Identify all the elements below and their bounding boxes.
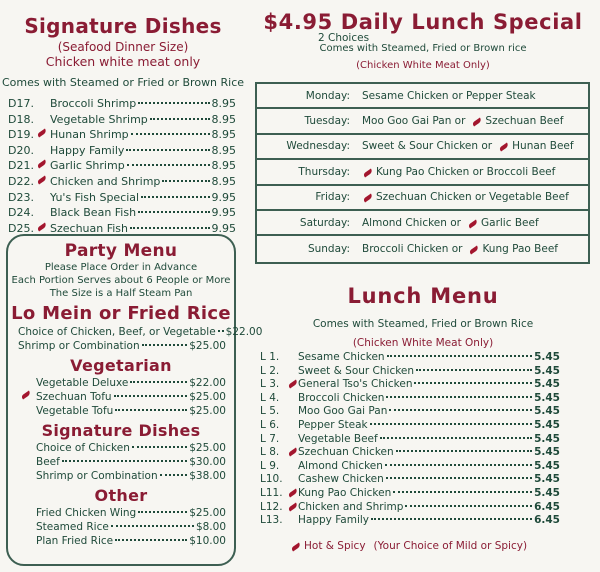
option-1: Sesame Chicken or Pepper Steak [362,89,536,102]
item-name: Cashew Chicken [298,473,384,486]
spacer [20,404,36,414]
item-name: Steamed Rice [36,521,109,533]
item-code: D17. [8,97,34,110]
menu-item-row [260,500,560,514]
dot-leader [385,464,532,466]
legend-label: Hot & Spicy [304,540,366,552]
item-name: General Tso's Chicken [298,378,413,391]
lunch-menu-meat-note: (Chicken White Meat Only) [352,337,494,349]
left-column [0,0,263,572]
party-note: Please Place Order in Advance [44,262,198,273]
option-2: Hunan Beef [512,140,574,153]
menu-item-row [36,520,226,534]
item-code: L 2. [260,364,280,377]
item-name: Sweet & Sour Chicken [298,364,415,377]
dot-leader [405,505,532,507]
item-name: Vegetable Tofu [36,405,114,417]
day-label: Saturday: [299,216,350,229]
menu-item-row [36,376,226,390]
hot-pepper-icon [20,390,36,400]
item-name: Almond Chicken [298,459,383,472]
item-code: L 8. [260,446,280,459]
menu-item-row [260,377,560,391]
option-1: Sweet & Sour Chicken or [362,140,493,153]
item-name: Szechuan Tofu [36,391,112,403]
item-price: $25.00 [189,507,226,519]
item-code: D21. [8,159,34,173]
day-label: Monday: [305,89,350,102]
item-code: L 3. [260,378,280,391]
daily-special-table [255,82,590,264]
dot-leader [138,211,209,213]
item-name: Garlic Shrimp [50,159,125,173]
item-name: Sesame Chicken [298,351,385,363]
dot-leader [131,133,210,135]
item-price: 9.95 [211,190,236,204]
menu-item-row [36,390,226,404]
spacer [36,191,50,201]
day-label: Tuesday: [304,115,350,128]
menu-item-row [36,404,226,418]
menu-item-row [260,513,560,527]
option-2: Szechuan Beef [485,115,564,128]
dot-leader [141,196,209,198]
item-code: L13. [260,514,283,527]
dot-leader [142,344,188,346]
item-price: 8.95 [211,174,236,188]
dot-leader [126,149,209,151]
item-price: 6.45 [534,514,560,527]
signature-dishes-subtitle: (Seafood Dinner Size) [57,40,189,54]
menu-item-row [8,143,236,159]
dot-leader [115,539,187,541]
daily-special-row [257,160,588,185]
vegetarian-list [36,376,226,418]
day-label: Thursday: [298,165,350,178]
item-price: $22.00 [225,326,263,338]
lunch-menu-title: Lunch Menu [347,284,499,308]
hot-pepper-icon [36,159,50,169]
daily-special-row [257,135,588,160]
item-name: Chicken and Shrimp [50,174,161,188]
dot-leader [111,525,194,527]
item-name: Shrimp or Combination [36,470,158,482]
day-options [350,140,574,152]
hot-pepper-icon [499,141,511,151]
dot-leader [416,369,532,371]
dot-leader [386,477,532,479]
day-options [350,166,555,178]
day-options [350,115,563,127]
dot-leader [132,446,187,448]
item-name: Vegetable Shrimp [50,112,148,126]
item-price: $25.00 [189,405,226,417]
item-name: Plan Fried Rice [36,535,114,547]
menu-item-row [260,459,560,473]
dot-leader [138,102,209,104]
menu-item-row [8,174,236,190]
item-name: Beef [36,456,60,468]
lunch-special-rice-note: Comes with Steamed, Fried or Brown rice [319,43,527,54]
hot-pepper-icon [36,175,50,185]
dot-leader [218,330,224,332]
item-price: $8.00 [195,521,226,533]
item-code: L12. [260,500,283,513]
menu-item-row [8,112,236,128]
dot-leader [414,382,532,384]
daily-special-row [257,109,588,134]
item-name: Vegetable Beef [298,432,378,445]
spicy-legend [290,540,527,552]
day-label: Sunday: [307,243,350,256]
spacer [36,144,50,154]
lunch-special-choices: 2 Choices [318,32,370,44]
hot-pepper-icon [468,218,480,228]
item-price: $25.00 [189,340,226,352]
day-options [350,191,569,203]
daily-special-row [257,236,588,261]
item-code: D19. [8,128,34,142]
item-price: 5.45 [534,432,560,445]
menu-item-row [36,469,226,483]
item-price: 5.45 [534,391,560,404]
item-name: Choice of Chicken [36,442,130,454]
option-2: Kung Pao Beef [482,243,558,256]
option-1: Moo Goo Gai Pan or [362,115,466,128]
item-price: $30.00 [189,456,226,468]
dot-leader [138,511,187,513]
menu-item-row [8,158,236,174]
item-name: Choice of Chicken, Beef, or Vegetable [18,326,216,338]
item-name: Vegetable Deluxe [36,377,129,389]
item-price: $38.00 [189,470,226,482]
spacer [36,97,50,107]
item-code: D18. [8,112,34,126]
item-code: L10. [260,473,283,486]
item-name: Kung Pao Chicken [298,486,392,499]
item-price: 8.95 [211,159,236,173]
item-price: 5.45 [534,418,560,431]
other-title: Other [94,486,148,505]
party-menu-box [6,234,263,566]
menu-item-row [260,364,560,378]
item-price: 8.95 [211,128,236,142]
day-options [350,217,539,229]
dot-leader [114,395,188,397]
item-code: D23. [8,190,34,204]
party-signature-title: Signature Dishes [41,421,201,440]
item-code: L 7. [260,432,280,445]
item-price: $10.00 [189,535,226,547]
menu-item-row [260,404,560,418]
menu-item-row [260,472,560,486]
spacer [36,206,50,216]
item-price: 5.45 [534,405,560,418]
day-label: Wednesday: [286,140,350,153]
hot-pepper-icon [36,128,50,138]
daily-special-row [257,186,588,211]
menu-item-row [260,391,560,405]
option-2: Garlic Beef [481,216,539,229]
menu-item-row [8,96,236,112]
menu-item-row [18,339,226,353]
option-1: Broccoli Chicken or [362,243,463,256]
lunch-special-meat-note: (Chicken White Meat Only) [356,60,490,71]
party-signature-list [36,441,226,483]
item-price: $25.00 [189,442,226,454]
hot-pepper-icon [36,222,50,232]
dot-leader [393,491,532,493]
item-price: 5.45 [534,351,560,363]
hot-pepper-icon [363,192,375,202]
item-price: 9.95 [211,206,236,220]
dot-leader [115,409,187,411]
item-code: D24. [8,206,34,220]
legend-note: (Your Choice of Mild or Spicy) [373,540,528,552]
option-1: Szechuan Chicken or Vegetable Beef [376,191,569,204]
day-options [350,243,558,255]
dot-leader [387,355,533,357]
item-code: D25. [8,221,34,235]
item-price: 8.95 [211,97,236,110]
dot-leader [370,423,532,425]
party-note: The Size is a Half Steam Pan [49,288,193,299]
signature-dishes-list [8,96,236,236]
item-price: 6.45 [534,500,560,513]
item-code: L 9. [260,459,280,472]
option-1: Almond Chicken or [362,216,461,229]
menu-item-row [260,350,560,364]
day-options [350,90,536,102]
item-code: L 6. [260,418,280,431]
item-price: 5.45 [534,459,560,472]
hot-pepper-icon [363,167,375,177]
dot-leader [160,474,188,476]
signature-dishes-rice-note: Comes with Steamed or Fried or Brown Rice [1,76,245,89]
lunch-special-title: $4.95 Daily Lunch Special [263,10,583,34]
menu-item-row [8,190,236,206]
item-code: L11. [260,486,283,499]
item-code: L 4. [260,391,280,404]
dot-leader [386,396,532,398]
other-list [36,506,226,548]
signature-dishes-title: Signature Dishes [24,14,222,38]
item-price: $25.00 [189,391,226,403]
dot-leader [389,409,532,411]
item-name: Fried Chicken Wing [36,507,137,519]
menu-item-row [18,325,263,339]
hot-pepper-icon [472,116,484,126]
item-name: Black Bean Fish [50,206,137,220]
item-price: 5.45 [534,486,560,499]
lo-mein-list [18,325,263,353]
item-name: Broccoli Shrimp [50,97,137,110]
menu-item-row [36,506,226,520]
dot-leader [130,381,187,383]
party-menu-title: Party Menu [64,241,178,261]
right-column [246,0,600,572]
item-name: Szechuan Chicken [298,446,394,459]
item-price: 9.95 [211,221,236,235]
lo-mein-title: Lo Mein or Fried Rice [11,303,231,324]
item-name: Szechuan Fish [50,221,129,235]
menu-item-row [8,127,236,143]
item-price: 8.95 [211,143,236,157]
dot-leader [162,180,209,182]
vegetarian-title: Vegetarian [70,356,172,375]
menu-item-row [36,441,226,455]
menu-item-row [36,455,226,469]
item-name: Hunan Shrimp [50,128,129,142]
dot-leader [380,437,532,439]
menu-item-row [260,418,560,432]
item-code: D20. [8,143,34,157]
lunch-menu-rice-note: Comes with Steamed, Fried or Brown Rice [312,318,534,330]
item-code: D22. [8,174,34,188]
item-code: L 1. [260,351,280,363]
menu-item-row [260,445,560,459]
daily-special-row [257,211,588,236]
item-price: 5.45 [534,378,560,391]
dot-leader [396,450,532,452]
lunch-menu-list [260,350,560,527]
option-1: Kung Pao Chicken or Broccoli Beef [376,165,556,178]
item-code: L 5. [260,405,280,418]
day-label: Friday: [315,191,350,204]
item-name: Happy Family [50,143,125,157]
dot-leader [150,118,210,120]
dot-leader [130,227,209,229]
dot-leader [62,460,187,462]
hot-pepper-icon [469,244,481,254]
item-name: Yu's Fish Special [50,190,140,204]
item-name: Broccoli Chicken [298,391,385,404]
menu-item-row [260,432,560,446]
item-price: 5.45 [534,446,560,459]
spacer [20,376,36,386]
item-name: Chicken and Shrimp [298,500,404,513]
item-name: Happy Family [298,514,369,527]
daily-special-row [257,84,588,109]
item-name: Pepper Steak [298,418,368,431]
dot-leader [127,164,210,166]
item-price: 8.95 [211,112,236,126]
item-name: Shrimp or Combination [18,340,140,352]
dot-leader [371,518,532,520]
hot-pepper-icon [290,541,304,551]
spacer [36,113,50,123]
party-note: Each Portion Serves about 6 People or More [11,275,231,286]
item-price: $22.00 [189,377,226,389]
item-name: Moo Goo Gai Pan [298,405,388,418]
item-price: 5.45 [534,473,560,486]
menu-item-row [8,205,236,221]
menu-item-row [36,534,226,548]
signature-dishes-meat-note: Chicken white meat only [45,54,201,69]
menu-item-row [260,486,560,500]
item-price: 5.45 [534,364,560,377]
